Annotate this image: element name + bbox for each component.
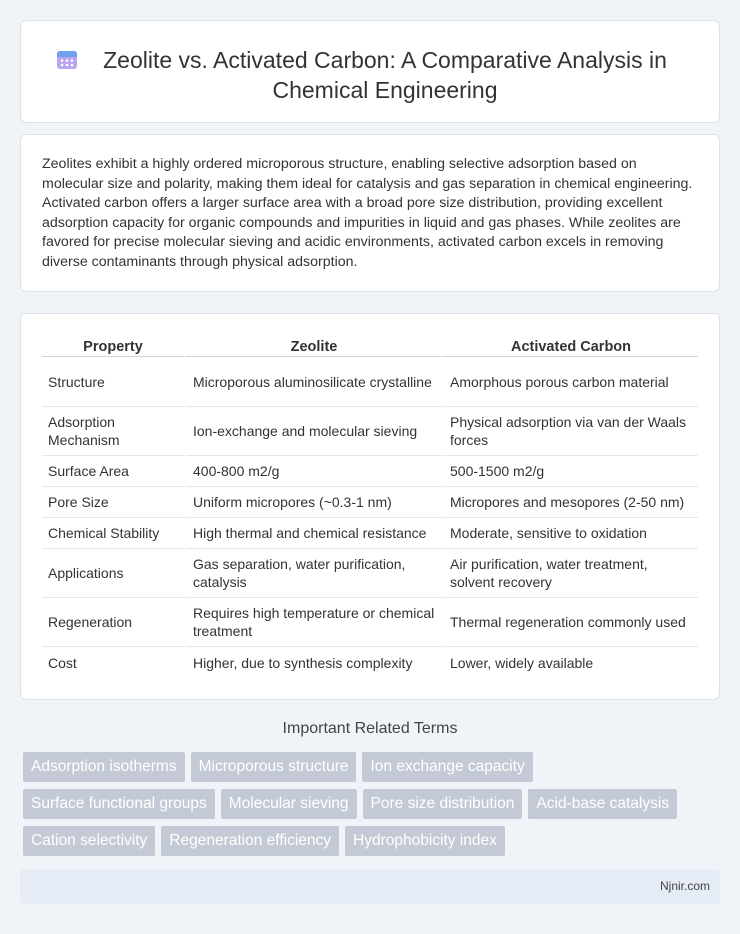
- cell-property: Adsorption Mechanism: [42, 407, 184, 456]
- table-row: [42, 487, 698, 518]
- related-terms-title: Important Related Terms: [282, 720, 458, 737]
- tag-row: [23, 752, 723, 782]
- cell-activated-carbon: Air purification, water treatment, solvent recovery: [441, 549, 698, 598]
- tag-pore-size-distribution[interactable]: Pore size distribution: [363, 789, 523, 819]
- cell-zeolite: Microporous aluminosilicate crystalline: [184, 357, 441, 407]
- table-row: [42, 456, 698, 487]
- intro-paragraph: Zeolites exhibit a highly ordered microporous structure, enabling selective adsorption based on molecular size and polarity, making them ideal for catalysis and gas separation in chemical engineering. Activated carbon offers a larger surface area with a broad pore size distribution, providing excellent adsorption capacity for organic compounds and impurities in liquid and gas phases. While zeolites are favored for precise molecular sieving and acidic environments, activated carbon excels in removing diverse contaminants through physical adsorption.: [42, 156, 693, 270]
- cell-property: Pore Size: [42, 487, 184, 518]
- tag-hydrophobicity-index[interactable]: Hydrophobicity index: [345, 826, 505, 856]
- table-row: [42, 647, 698, 678]
- footer-site-link[interactable]: Njnir.com: [659, 879, 710, 893]
- table-row: [42, 357, 698, 407]
- header-property: Property: [42, 334, 184, 357]
- tag-regeneration-efficiency[interactable]: Regeneration efficiency: [161, 826, 339, 856]
- table-row: [42, 549, 698, 598]
- header-zeolite: Zeolite: [184, 334, 441, 357]
- tag-acid-base-catalysis[interactable]: Acid-base catalysis: [528, 789, 677, 819]
- cell-zeolite: High thermal and chemical resistance: [184, 518, 441, 549]
- cell-zeolite: Requires high temperature or chemical treatment: [184, 598, 441, 647]
- cell-activated-carbon: Lower, widely available: [441, 647, 698, 678]
- tag-surface-functional-groups[interactable]: Surface functional groups: [23, 789, 215, 819]
- cell-property: Surface Area: [42, 456, 184, 487]
- cell-zeolite: Ion-exchange and molecular sieving: [184, 407, 441, 456]
- table-row: [42, 518, 698, 549]
- cell-zeolite: Gas separation, water purification, catalysis: [184, 549, 441, 598]
- cell-zeolite: 400-800 m2/g: [184, 456, 441, 487]
- cell-zeolite: Higher, due to synthesis complexity: [184, 647, 441, 678]
- table-row: [42, 598, 698, 647]
- tag-adsorption-isotherms[interactable]: Adsorption isotherms: [23, 752, 185, 782]
- header-activated-carbon: Activated Carbon: [441, 334, 698, 357]
- cell-activated-carbon: Micropores and mesopores (2-50 nm): [441, 487, 698, 518]
- cell-activated-carbon: 500-1500 m2/g: [441, 456, 698, 487]
- tag-molecular-sieving[interactable]: Molecular sieving: [221, 789, 357, 819]
- cell-activated-carbon: Physical adsorption via van der Waals forces: [441, 407, 698, 456]
- comparison-table-card: [20, 313, 720, 700]
- cell-activated-carbon: Thermal regeneration commonly used: [441, 598, 698, 647]
- tag-microporous-structure[interactable]: Microporous structure: [191, 752, 357, 782]
- cell-property: Structure: [42, 357, 184, 407]
- cell-property: Applications: [42, 549, 184, 598]
- tag-ion-exchange-capacity[interactable]: Ion exchange capacity: [362, 752, 532, 782]
- tag-cation-selectivity[interactable]: Cation selectivity: [23, 826, 155, 856]
- cell-zeolite: Uniform micropores (~0.3-1 nm): [184, 487, 441, 518]
- table-row: [42, 407, 698, 456]
- footer: [20, 870, 720, 904]
- cell-property: Chemical Stability: [42, 518, 184, 549]
- comparison-table: [42, 334, 698, 678]
- cell-activated-carbon: Moderate, sensitive to oxidation: [441, 518, 698, 549]
- table-header-row: [42, 334, 698, 357]
- tag-row: [23, 789, 723, 819]
- related-terms-tags: [23, 752, 723, 863]
- cell-activated-carbon: Amorphous porous carbon material: [441, 357, 698, 407]
- page-title: Zeolite vs. Activated Carbon: A Comparative Analysis in Chemical Engineering: [103, 47, 667, 103]
- title-card: [20, 20, 720, 123]
- cell-property: Cost: [48, 654, 77, 671]
- intro-card: [20, 134, 720, 292]
- tag-row: [23, 826, 723, 856]
- cell-property: Regeneration: [42, 598, 184, 647]
